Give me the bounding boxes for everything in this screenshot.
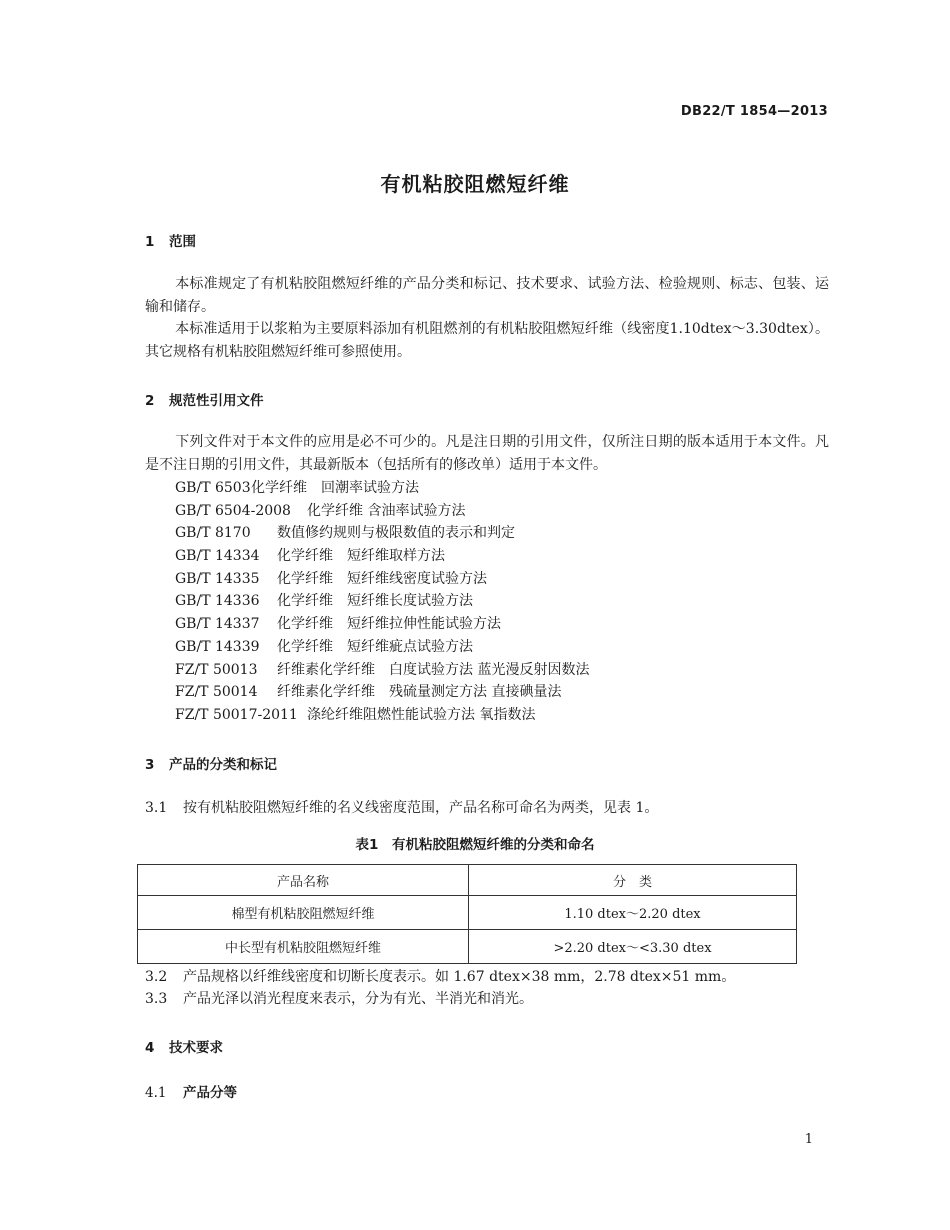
reference-item: FZ/T 50013 纤维素化学纤维 白度试验方法 蓝光漫反射因数法 (175, 661, 590, 678)
classification-table (137, 864, 797, 964)
section-title: 规范性引用文件 (169, 393, 264, 409)
reference-item: FZ/T 50014 纤维素化学纤维 残硫量测定方法 直接碘量法 (175, 684, 562, 701)
page-number: 1 (804, 1132, 813, 1147)
reference-item: FZ/T 50017-2011 涤纶纤维阻燃性能试验方法 氧指数法 (175, 706, 536, 723)
section-3-heading (145, 753, 277, 773)
clause-text: 产品规格以纤维线密度和切断长度表示。如 1.67 dtex×38 mm，2.78 dtex×51 mm。 (183, 969, 736, 985)
clause-number: 3.2 (145, 969, 168, 985)
table-cell: 1.10 dtex～2.20 dtex (469, 896, 797, 930)
section-2-heading (145, 389, 264, 409)
reference-item: GB/T 8170 数值修约规则与极限数值的表示和判定 (175, 525, 515, 542)
section-2-paragraph: 下列文件对于本文件的应用是必不可少的。凡是注日期的引用文件，仅所注日期的版本适用于本文件。凡是不注日期的引用文件，其最新版本（包括所有的修改单）适用于本文件。 (145, 434, 829, 473)
table-cell: 中长型有机粘胶阻燃短纤维 (138, 930, 469, 964)
clause-text: 产品光泽以消光程度来表示，分为有光、半消光和消光。 (183, 991, 533, 1007)
table-row (138, 930, 797, 964)
section-title: 产品的分类和标记 (169, 757, 277, 773)
table-cell: >2.20 dtex～<3.30 dtex (469, 930, 797, 964)
reference-item: GB/T 6504-2008 化学纤维 含油率试验方法 (175, 502, 466, 519)
table-cell: 棉型有机粘胶阻燃短纤维 (138, 896, 469, 930)
clause-3-3 (145, 988, 533, 1010)
section-1-heading (145, 230, 196, 250)
reference-item: GB/T 6503化学纤维 回潮率试验方法 (175, 480, 419, 496)
reference-item: GB/T 14337 化学纤维 短纤维拉伸性能试验方法 (175, 616, 501, 633)
table-header-cell: 分 类 (469, 865, 797, 896)
clause-number: 3.3 (145, 991, 168, 1007)
section-4-heading (145, 1036, 223, 1056)
clause-3-2 (145, 966, 735, 988)
section-1-paragraph-1: 本标准规定了有机粘胶阻燃短纤维的产品分类和标记、技术要求、试验方法、检验规则、标志、包装、运输和储存。 (145, 276, 829, 315)
document-title: 有机粘胶阻燃短纤维 (380, 172, 570, 196)
reference-item: GB/T 14336 化学纤维 短纤维长度试验方法 (175, 593, 473, 610)
section-title: 技术要求 (169, 1040, 223, 1056)
section-number: 4 (145, 1040, 155, 1056)
table-header-cell: 产品名称 (138, 865, 469, 896)
clause-title: 产品分等 (183, 1085, 237, 1101)
reference-item: GB/T 14339 化学纤维 短纤维疵点试验方法 (175, 638, 473, 655)
section-1-paragraph-2: 本标准适用于以浆粕为主要原料添加有机阻燃剂的有机粘胶阻燃短纤维（线密度1.10dtex～3.30dtex）。其它规格有机粘胶阻燃短纤维可参照使用。 (145, 321, 829, 360)
normative-reference-list (175, 477, 589, 727)
clause-3-1 (145, 797, 658, 819)
clause-text: 按有机粘胶阻燃短纤维的名义线密度范围，产品名称可命名为两类，见表 1。 (183, 800, 659, 816)
table-row (138, 896, 797, 930)
section-number: 3 (145, 757, 155, 773)
document-code: DB22/T 1854—2013 (680, 104, 828, 119)
table-caption: 表1 有机粘胶阻燃短纤维的分类和命名 (355, 837, 595, 853)
section-title: 范围 (169, 234, 196, 250)
section-number: 1 (145, 234, 155, 250)
reference-item: GB/T 14335 化学纤维 短纤维线密度试验方法 (175, 570, 487, 587)
reference-item: GB/T 14334 化学纤维 短纤维取样方法 (175, 548, 445, 565)
clause-4-1-heading (145, 1081, 237, 1101)
clause-number: 3.1 (145, 800, 168, 816)
table-header-row (138, 865, 797, 896)
clause-number: 4.1 (145, 1085, 167, 1101)
section-number: 2 (145, 393, 155, 409)
